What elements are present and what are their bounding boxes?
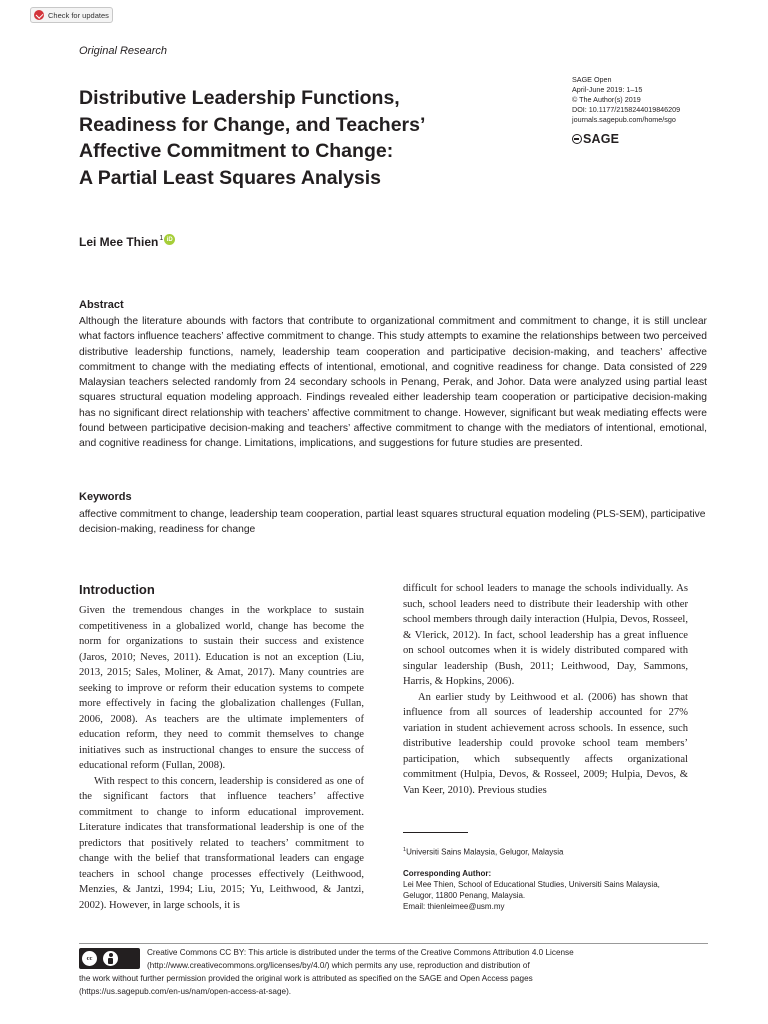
article-title [79,85,479,191]
orcid-icon[interactable]: iD [164,234,175,245]
introduction-heading: Introduction [79,582,155,597]
corresponding-author-email[interactable]: Email: thienleimee@usm.my [403,901,505,911]
abstract-heading: Abstract [79,299,124,311]
author-line [79,235,175,249]
license-url-line[interactable]: (https://us.sagepub.com/en-us/nam/open-access-at-sage). [79,987,292,996]
footnotes [403,845,708,912]
license-line: Creative Commons CC BY: This article is distributed under the terms of the Creative Commons Attribution 4.0 License [147,948,574,957]
corresponding-author-line: Gelugor, 11800 Penang, Malaysia. [403,890,526,900]
check-updates-icon [34,10,44,20]
keywords-heading: Keywords [79,491,132,503]
abstract-body: Although the literature abounds with factors that contribute to organizational commitment and commitment to change, it is still unclear what factors influence teachers’ affective commitment to change. This study attempts to examine the relationships between two perceived distributive leadership functions, namely, leadership team cooperation and participative decision-making, and teachers’ affective commitment to change with the mediating effects of intentional, emotional, and cognitive readiness for change. Data consisted of 229 Malaysian teachers selected randomly from 24 secondary schools in Penang, Perak, and Johor. Data were analyzed using partial least squares structural equation modeling approach. Findings revealed either leadership team cooperation or participative decision-making has no significant direct relationship with teachers’ affective commitment to change. However, significant but weak mediating effects were found between participative decision-making and teachers’ affective commitment to change with the mediators of intentional, emotional, and cognitive readiness for change. Limitations, implications, and suggestions for future studies are presented. [79,316,707,450]
affiliation-note-mark: 1 [403,847,407,853]
author-affiliation-mark: 1 [159,235,164,242]
cc-icon: cc [82,951,97,966]
journal-name: SAGE Open [572,75,612,84]
body-column-right [403,581,688,798]
affiliation-note [403,845,708,858]
journal-issue: April-June 2019: 1–15 [572,85,643,94]
corresponding-author-line: Lei Mee Thien, School of Educational Studies, Universiti Sains Malaysia, [403,879,660,889]
sage-logo-icon [572,134,582,144]
license-divider [79,943,708,944]
title-line: Affective Commitment to Change: [79,140,394,162]
license-line: the work without further permission provided the original work is attributed as specified on the SAGE and Open Access pages [79,974,533,983]
journal-info [572,75,680,125]
corresponding-author-heading: Corresponding Author: [403,868,492,878]
license-text [79,946,719,998]
license-url-line[interactable]: (http://www.creativecommons.org/licenses/by/4.0/) which permits any use, reproduction and distribution of [147,961,530,970]
title-line: Distributive Leadership Functions, [79,87,400,109]
body-column-left [79,603,364,913]
body-paragraph: An earlier study by Leithwood et al. (2006) has shown that influence from all sources of leadership accounted for 27% variation in student achievement across schools. In essence, such distributive leadership could provoke school team members’ participation, which subsequently affects organizational commitment (Hulpia, Devos, & Rosseel, 2009; Hulpia, Devos, & Van Keer, 2010). Previous studies [403,691,688,796]
doi[interactable]: DOI: 10.1177/2158244019846209 [572,105,681,114]
body-paragraph: difficult for school leaders to manage the schools individually. As such, school leaders need to distribute their leadership with other school members through daily interaction (Hulpia, Devos, Rosseel, & Vlerick, 2012). In fact, school leadership has a great influence on school outcomes when it is widely distributed compared with singular leadership (Bush, 2011; Leithwood, Day, Sammons, Harris, & Hopkins, 2006). [403,583,688,687]
affiliation-note-text: Universiti Sains Malaysia, Gelugor, Malaysia [406,847,564,857]
body-paragraph: With respect to this concern, leadership is considered as one of the significant factors that influence teachers’ affective commitment to change to inform educational improvement. Literature indicates that transformational leadership is one of the predictors that positively related to teachers’ commitment to change with the belief that transformational leaders can engage teachers in school change processes effectively (Leithwood, Menzies, & Jantzi, 1994; Liu, 2015; Yu, Leithwood, & Jantzi, 2002). However, in large schools, it is [79,775,364,911]
body-paragraph: Given the tremendous changes in the workplace to sustain competitiveness in a globalized world, change has become the norm for organizations to sustain their success and existence (Jaros, 2010; Neves, 2011). Education is not an exception (Liu, 2013, 2015; Sales, Moliner, & Amat, 2017). Many countries are seeking to improve or reform their education systems to compete more effectively in facing the globalization challenges (Fullan, 2006, 2008). As teachers are the ultimate implementers of education reform, they need to commit themselves to change initiatives such as instructional changes to ensure the success of educational reform (Fullan, 2008). [79,605,364,771]
title-line: Readiness for Change, and Teachers’ [79,113,426,136]
title-line: A Partial Least Squares Analysis [79,166,382,189]
article-type: Original Research [79,45,168,57]
footnote-divider [403,832,468,833]
copyright: © The Author(s) 2019 [572,95,641,104]
author-name: Lei Mee Thien [79,235,159,249]
sage-logo [572,132,619,146]
journal-url[interactable]: journals.sagepub.com/home/sgo [572,115,676,124]
check-for-updates-button[interactable] [30,7,113,23]
check-updates-label: Check for updates [48,10,109,20]
sage-logo-text: SAGE [583,132,620,146]
keywords-body: affective commitment to change, leadership team cooperation, partial least squares structural equation modeling (PLS-SEM), participative decision-making, readiness for change [79,509,706,536]
